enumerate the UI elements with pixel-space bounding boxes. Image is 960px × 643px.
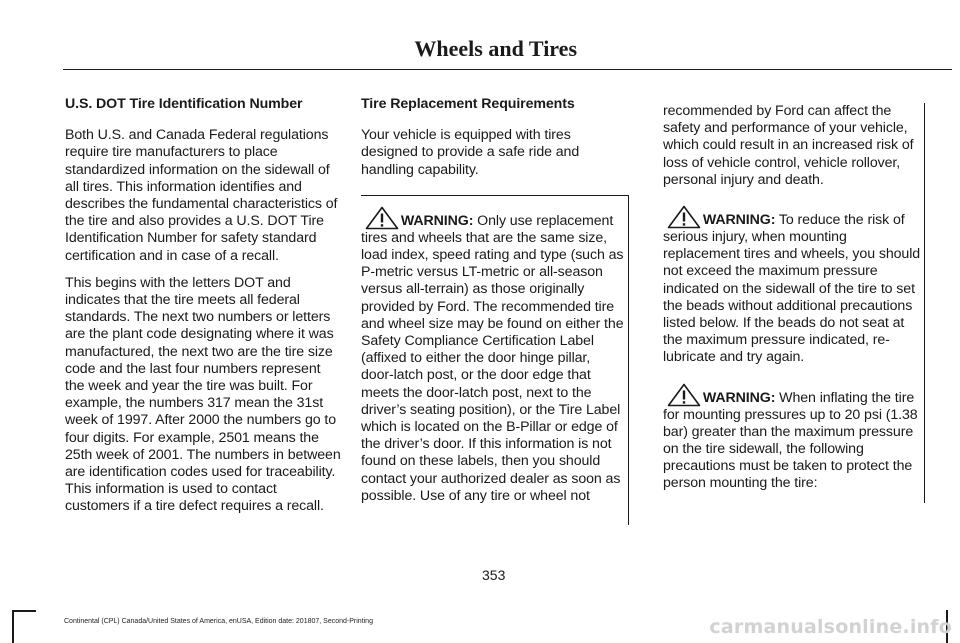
warning-paragraph — [361, 206, 626, 505]
column-1 — [65, 96, 341, 526]
section-heading-dot: U.S. DOT Tire Identification Number — [65, 96, 303, 112]
paragraph: Both U.S. and Canada Federal regulations require tire manufacturers to place standardized information on the sidewall of all tires. This information identifies and describes the fundamental characteristics of the tire and also provides a U.S. DOT Tire Identification Number for safety standard certification and in case of a recall. — [65, 127, 338, 264]
crop-mark — [12, 610, 36, 612]
paragraph: This begins with the letters DOT and indicates that the tire meets all federal standards. The next two numbers or letters are the plant code designating where it was manufactured, the next two are the tire size code and the last four numbers represent the week and year the tire was built. For example, the numbers 317 mean the 31st week of 1997. After 2000 the numbers go to four digits. For example, 2501 means the 25th week of 2001. The numbers in between are identification codes used for traceability. This information is used to contact customers if a tire defect requires a recall. — [65, 274, 341, 515]
warning-label: WARNING: — [400, 212, 474, 229]
page-title: Wheels and Tires — [414, 36, 577, 61]
warning-text: To reduce the risk of serious injury, when mounting replacement tires and wheels, you should not exceed the maximum pressure indicated on the sidewall of the tire to set the beads without additional precautions listed below. If the beads do not seat at the maximum pressure indicated, re-lubricate and try again. — [663, 211, 921, 366]
header-rule — [63, 69, 952, 70]
warning-paragraph — [663, 383, 922, 493]
warning-paragraph — [663, 205, 922, 367]
section-heading-replacement: Tire Replacement Requirements — [361, 96, 575, 112]
paragraph: Your vehicle is equipped with tires designed to provide a safe ride and handling capability. — [361, 127, 580, 178]
warning-label: WARNING: — [702, 389, 776, 406]
column-2 — [361, 96, 629, 525]
column-3 — [663, 103, 925, 503]
warning-continuation: recommended by Ford can affect the safety and performance of your vehicle, which could result in an increased risk of loss of vehicle control, vehicle rollover, personal injury and death. — [663, 103, 914, 188]
warning-triangle-icon — [667, 205, 701, 229]
warning-text: Only use replacement tires and wheels that are the same size, load index, speed rating and type (such as P-metric versus LT-metric or all-season versus all-terrain) as those originally provided by Ford. The recommended tire and wheel size may be found on either the Safety Compliance Certification Label (affixed to either the door hinge pillar, door-latch post, or the door edge that meets the door-latch post, next to the driver’s seating position), or the Tire Label which is located on the B-Pillar or edge of the driver’s door. If this information is not found on these labels, then you should contact your authorized dealer as soon as possible. Use of any tire or wheel not — [361, 212, 624, 504]
warning-box — [663, 103, 925, 503]
warning-text: When inflating the tire for mounting pressures up to 20 psi (1.38 bar) greater than the maximum pressure on the tire sidewall, the following precautions must be taken to protect the person mounting the tire: — [663, 389, 918, 492]
watermark: carmanualsonline.info — [709, 616, 952, 638]
crop-mark — [12, 610, 14, 643]
warning-triangle-icon — [365, 206, 399, 230]
warning-triangle-icon — [667, 383, 701, 407]
warning-box — [361, 195, 629, 525]
edition-footer: Continental (CPL) Canada/United States of America, enUSA, Edition date: 201807, Second-Printing — [64, 618, 373, 625]
page-number: 353 — [482, 567, 506, 583]
warning-label: WARNING: — [702, 211, 776, 228]
